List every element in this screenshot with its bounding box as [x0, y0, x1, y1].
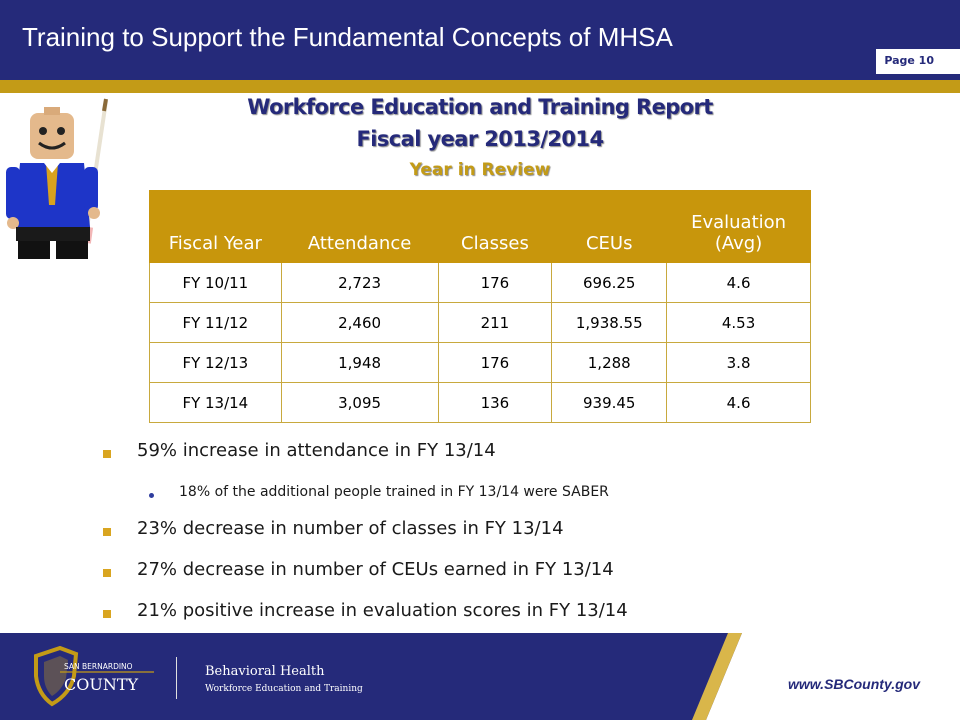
cell-classes: 136	[438, 383, 552, 423]
square-bullet-icon	[103, 610, 111, 618]
header-attendance: Attendance	[281, 191, 438, 263]
report-title-line1: Workforce Education and Training Report	[247, 95, 713, 119]
table-row	[150, 263, 811, 303]
division-name: Workforce Education and Training	[205, 684, 363, 694]
cell-attendance: 1,948	[281, 343, 438, 383]
table-row	[150, 383, 811, 423]
bullet-text: 21% positive increase in evaluation scores in FY 13/14	[137, 600, 628, 621]
cell-classes: 176	[438, 263, 552, 303]
cell-evaluation: 4.53	[667, 303, 811, 343]
table-header-row	[150, 191, 811, 263]
bullet-text: 23% decrease in number of classes in FY 13/14	[137, 518, 564, 539]
cell-ceus: 939.45	[552, 383, 667, 423]
table-row	[150, 303, 811, 343]
cell-evaluation: 4.6	[667, 263, 811, 303]
header-fiscal-year: Fiscal Year	[150, 191, 282, 263]
bullet-text: 59% increase in attendance in FY 13/14	[137, 440, 496, 461]
cell-attendance: 2,723	[281, 263, 438, 303]
footer-divider	[176, 657, 177, 699]
page-number: Page 10	[884, 54, 934, 67]
cell-ceus: 696.25	[552, 263, 667, 303]
department-name: Behavioral Health	[205, 664, 325, 679]
seal-top-text: SAN BERNARDINO	[64, 662, 133, 671]
cell-fiscal-year: FY 11/12	[150, 303, 282, 343]
cell-classes: 176	[438, 343, 552, 383]
header-classes: Classes	[438, 191, 552, 263]
slide-title: Training to Support the Fundamental Concepts of MHSA	[22, 22, 673, 52]
lego-teacher-figure-icon	[6, 95, 116, 260]
square-bullet-icon	[103, 569, 111, 577]
report-subtitle: Year in Review	[409, 160, 551, 180]
header-ceus: CEUs	[552, 191, 667, 263]
square-bullet-icon	[103, 450, 111, 458]
sub-bullet-text: 18% of the additional people trained in FY 13/14 were SABER	[179, 484, 609, 500]
footer-bar	[0, 633, 960, 720]
cell-evaluation: 4.6	[667, 383, 811, 423]
cell-evaluation: 3.8	[667, 343, 811, 383]
cell-fiscal-year: FY 13/14	[150, 383, 282, 423]
header-evaluation: Evaluation (Avg)	[667, 191, 811, 263]
table-row	[150, 343, 811, 383]
cell-classes: 211	[438, 303, 552, 343]
county-seal-icon	[30, 646, 158, 708]
report-title-line2: Fiscal year 2013/2014	[356, 127, 604, 151]
dot-bullet-icon	[149, 493, 154, 498]
square-bullet-icon	[103, 528, 111, 536]
cell-attendance: 3,095	[281, 383, 438, 423]
website-link[interactable]: www.SBCounty.gov	[788, 676, 920, 692]
header-accent-line	[0, 80, 960, 93]
cell-fiscal-year: FY 12/13	[150, 343, 282, 383]
cell-fiscal-year: FY 10/11	[150, 263, 282, 303]
cell-attendance: 2,460	[281, 303, 438, 343]
cell-ceus: 1,288	[552, 343, 667, 383]
seal-bottom-text: COUNTY	[64, 675, 139, 694]
cell-ceus: 1,938.55	[552, 303, 667, 343]
report-table	[149, 190, 811, 423]
bullet-text: 27% decrease in number of CEUs earned in FY 13/14	[137, 559, 614, 580]
